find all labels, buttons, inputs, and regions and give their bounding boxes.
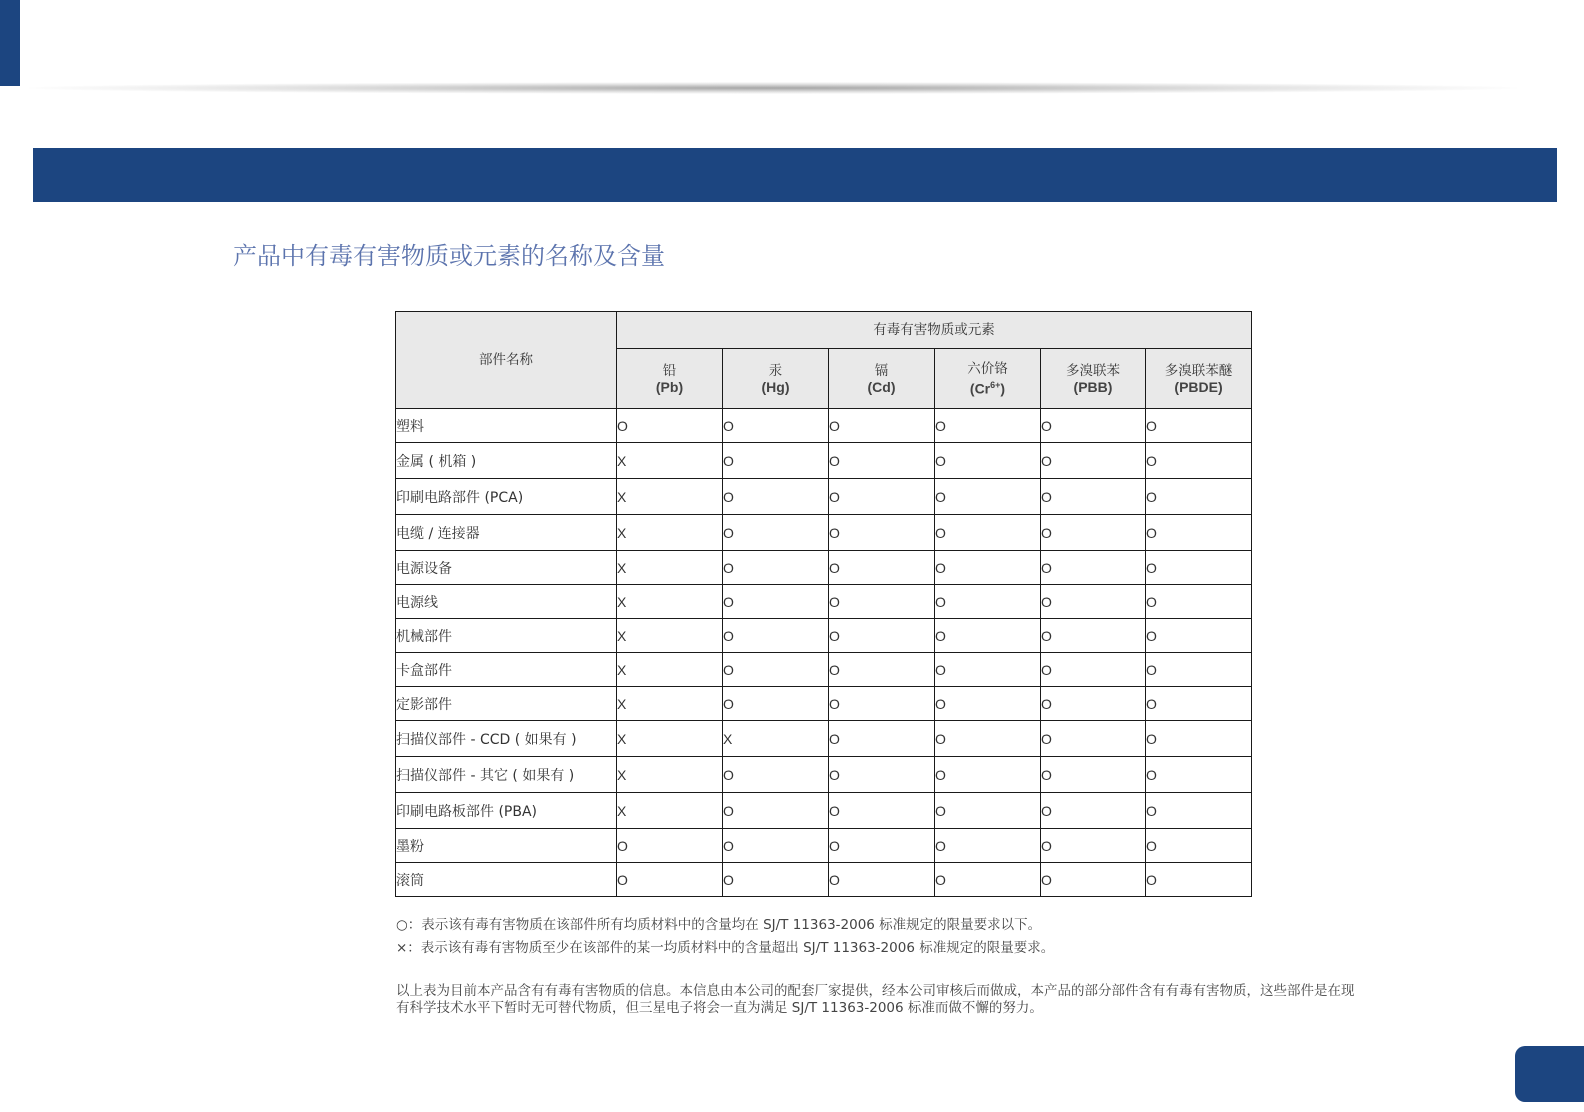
substance-mark-cell: O [829,515,935,551]
substance-mark-cell: O [723,515,829,551]
page-title: 产品中有毒有害物质或元素的名称及含量 [233,242,665,270]
part-name-cell: 金属 ( 机箱 ) [396,443,617,479]
column-symbol: (Cd) [867,378,896,395]
substance-mark-cell: O [1146,721,1252,757]
substance-mark-cell: O [829,687,935,721]
column-name: 铅 [662,362,677,379]
substance-mark-cell: O [829,479,935,515]
part-name-cell: 定影部件 [396,687,617,721]
part-name-cell: 塑料 [396,409,617,443]
section-header-band [33,148,1557,202]
column-symbol: (PBDE) [1174,378,1223,395]
page-number-tab [1515,1046,1584,1102]
column-symbol: (PBB) [1073,378,1113,395]
substance-mark-cell: O [1146,443,1252,479]
substance-mark-cell: O [723,409,829,443]
part-name-cell: 电源线 [396,585,617,619]
substance-mark-cell: O [935,551,1041,585]
column-header-cd [829,349,935,409]
substance-mark-cell: O [829,829,935,863]
substance-mark-cell: O [1041,757,1146,793]
part-name-header: 部件名称 [396,312,617,409]
table-row [396,551,1252,585]
substance-mark-cell: O [1041,619,1146,653]
table-row [396,687,1252,721]
substance-mark-cell: O [1041,721,1146,757]
substance-mark-cell: O [1146,863,1252,897]
substance-mark-cell: O [935,409,1041,443]
part-name-cell: 墨粉 [396,829,617,863]
column-header-hg [723,349,829,409]
substance-mark-cell: X [617,721,723,757]
column-symbol: (Pb) [655,378,684,395]
column-symbol: (Hg) [761,378,790,395]
table-body [396,409,1252,897]
disclaimer-paragraph: 以上表为目前本产品含有有毒有害物质的信息。本信息由本公司的配套厂家提供，经本公司审核后而做成，本产品的部分部件含有有毒有害物质，这些部件是在现有科学技术水平下暂时无可替代物质，但三星电子将会一直为满足 SJ/T 11363-2006 标准而做不懈的努力。 [396,983,1355,1016]
column-symbol: $(Cr^{6+})$ [969,379,1006,397]
substance-mark-cell: O [935,619,1041,653]
substance-mark-cell: X [617,757,723,793]
substance-mark-cell: X [723,721,829,757]
substance-mark-cell: O [1146,409,1252,443]
substance-mark-cell: O [1146,757,1252,793]
substance-mark-cell: X [617,653,723,687]
hazardous-substances-table [395,311,1252,897]
column-header-pbde [1146,349,1252,409]
table-row [396,585,1252,619]
table-row [396,443,1252,479]
substance-mark-cell: X [617,515,723,551]
substance-mark-cell: O [723,653,829,687]
column-name: 多溴联苯 [1066,362,1120,379]
substance-mark-cell: O [1041,793,1146,829]
substance-mark-cell: X [617,551,723,585]
substance-mark-cell: O [617,863,723,897]
substance-mark-cell: O [935,793,1041,829]
substance-mark-cell: O [935,585,1041,619]
column-name: 多溴联苯醚 [1164,362,1233,379]
part-name-cell: 卡盒部件 [396,653,617,687]
substance-mark-cell: O [829,793,935,829]
substances-group-header: 有毒有害物质或元素 [617,312,1252,349]
table-row [396,479,1252,515]
substance-mark-cell: O [1041,515,1146,551]
substance-mark-cell: O [723,793,829,829]
substance-mark-cell: O [829,863,935,897]
substance-mark-cell: O [723,757,829,793]
part-name-cell: 印刷电路部件 (PCA) [396,479,617,515]
substance-mark-cell: X [617,687,723,721]
substance-mark-cell: O [829,653,935,687]
substance-mark-cell: O [617,409,723,443]
column-name: 六价铬 [967,360,1008,377]
substance-mark-cell: O [935,687,1041,721]
part-name-cell: 滚筒 [396,863,617,897]
substance-mark-cell: O [723,479,829,515]
substance-mark-cell: O [829,443,935,479]
part-name-cell: 印刷电路板部件 (PBA) [396,793,617,829]
table-row [396,515,1252,551]
substance-mark-cell: O [1041,443,1146,479]
substance-mark-cell: O [1041,863,1146,897]
substance-mark-cell: O [935,653,1041,687]
x-mark-note: ×：表示该有毒有害物质至少在该部件的某一均质材料中的含量超出 SJ/T 11363-2006 标准规定的限量要求。 [396,940,1055,956]
substance-mark-cell: O [723,829,829,863]
part-name-cell: 电源设备 [396,551,617,585]
substance-mark-cell: O [1146,479,1252,515]
substance-mark-cell: O [1146,619,1252,653]
column-header-cr6 [935,349,1041,409]
substance-mark-cell: O [1041,585,1146,619]
substance-mark-cell: O [935,443,1041,479]
substance-mark-cell: O [723,551,829,585]
substance-mark-cell: O [935,863,1041,897]
substance-mark-cell: X [617,479,723,515]
column-header-pbb [1041,349,1146,409]
column-name: 汞 [768,362,783,379]
substance-mark-cell: O [723,619,829,653]
table-row [396,653,1252,687]
substance-mark-cell: O [1146,829,1252,863]
substance-mark-cell: O [829,619,935,653]
substance-mark-cell: O [829,409,935,443]
substance-mark-cell: O [1146,515,1252,551]
table-row [396,793,1252,829]
substance-mark-cell: X [617,793,723,829]
substance-mark-cell: O [1041,687,1146,721]
column-name: 镉 [874,362,889,379]
column-header-pb [617,349,723,409]
substance-mark-cell: O [617,829,723,863]
substance-mark-cell: X [617,443,723,479]
substance-mark-cell: O [935,515,1041,551]
substance-mark-cell: O [723,863,829,897]
substance-mark-cell: O [1146,687,1252,721]
o-mark-note: ○：表示该有毒有害物质在该部件所有均质材料中的含量均在 SJ/T 11363-2006 标准规定的限量要求以下。 [396,917,1042,933]
substance-mark-cell: O [723,585,829,619]
substance-mark-cell: O [829,757,935,793]
table-row [396,863,1252,897]
substance-mark-cell: O [723,443,829,479]
legend-notes [396,914,1054,960]
part-name-cell: 扫描仪部件 - CCD ( 如果有 ) [396,721,617,757]
table-row [396,721,1252,757]
substance-mark-cell: O [829,551,935,585]
substance-mark-cell: O [1146,793,1252,829]
substance-mark-cell: O [935,829,1041,863]
part-name-cell: 机械部件 [396,619,617,653]
header-shadow-divider [28,82,1518,94]
substance-mark-cell: O [1146,585,1252,619]
substance-mark-cell: O [1146,653,1252,687]
substance-mark-cell: O [935,721,1041,757]
substance-mark-cell: O [1041,829,1146,863]
substance-mark-cell: X [617,585,723,619]
substance-mark-cell: O [1041,409,1146,443]
table-row [396,757,1252,793]
substance-mark-cell: O [935,479,1041,515]
table-row [396,409,1252,443]
table-row [396,829,1252,863]
substance-mark-cell: O [1146,551,1252,585]
substance-mark-cell: O [829,721,935,757]
substance-mark-cell: O [1041,653,1146,687]
part-name-cell: 扫描仪部件 - 其它 ( 如果有 ) [396,757,617,793]
corner-tab [0,0,20,86]
substance-mark-cell: O [935,757,1041,793]
substance-mark-cell: X [617,619,723,653]
substance-mark-cell: O [1041,551,1146,585]
part-name-cell: 电缆 / 连接器 [396,515,617,551]
substance-mark-cell: O [829,585,935,619]
substance-mark-cell: O [723,687,829,721]
table-row [396,619,1252,653]
substance-mark-cell: O [1041,479,1146,515]
